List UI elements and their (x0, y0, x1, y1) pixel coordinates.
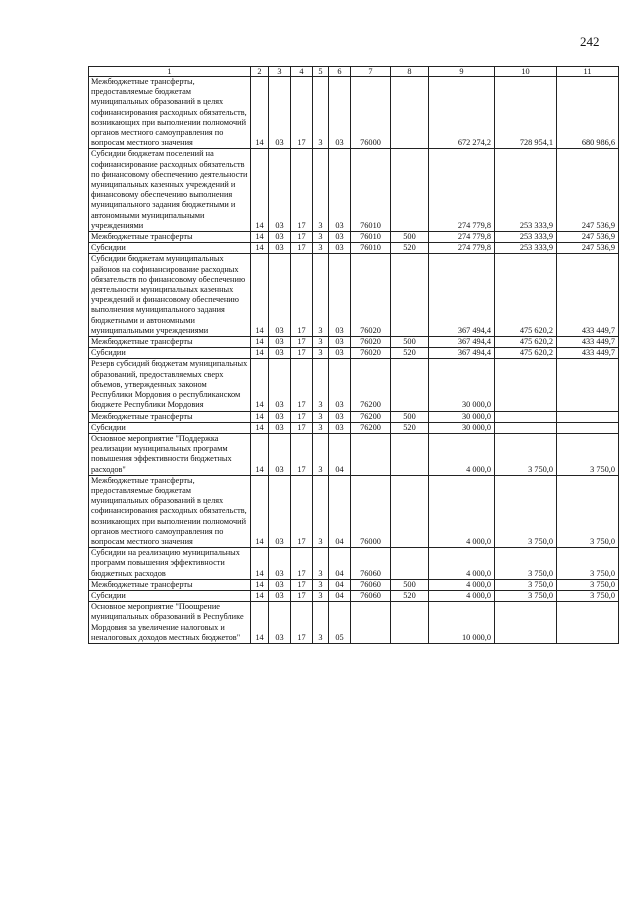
cell-c11 (557, 602, 619, 644)
cell-c4: 17 (291, 77, 313, 149)
cell-c3: 03 (269, 337, 291, 348)
cell-c7: 76010 (351, 243, 391, 254)
cell-c3: 03 (269, 602, 291, 644)
cell-c9: 4 000,0 (429, 548, 495, 580)
cell-c5: 3 (313, 433, 329, 475)
cell-c7: 76060 (351, 548, 391, 580)
page-number: 242 (580, 34, 600, 49)
table-row (89, 337, 619, 348)
cell-c5: 3 (313, 348, 329, 359)
cell-c9: 274 779,8 (429, 149, 495, 232)
cell-c7: 76200 (351, 359, 391, 411)
cell-c11: 433 449,7 (557, 348, 619, 359)
col-header: 10 (495, 67, 557, 77)
table-row (89, 590, 619, 601)
cell-c5: 3 (313, 359, 329, 411)
cell-c6: 03 (329, 348, 351, 359)
cell-c7 (351, 433, 391, 475)
cell-c7: 76010 (351, 232, 391, 243)
cell-c7: 76020 (351, 337, 391, 348)
cell-c8: 500 (391, 411, 429, 422)
cell-c4: 17 (291, 548, 313, 580)
cell-c2: 14 (251, 77, 269, 149)
cell-c2: 14 (251, 602, 269, 644)
cell-c5: 3 (313, 590, 329, 601)
cell-c8: 500 (391, 337, 429, 348)
cell-c11: 433 449,7 (557, 337, 619, 348)
row-name: Межбюджетные трансферты, предоставляемые бюджетам муниципальных образований в целях софинансирования расходных обязательств, возникающих при выполнении полномочий органов местного самоуправления по вопросам местного значения (89, 77, 251, 149)
cell-c2: 14 (251, 422, 269, 433)
cell-c11: 3 750,0 (557, 433, 619, 475)
cell-c11: 433 449,7 (557, 254, 619, 337)
cell-c9: 672 274,2 (429, 77, 495, 149)
cell-c7: 76020 (351, 348, 391, 359)
cell-c7: 76200 (351, 411, 391, 422)
cell-c4: 17 (291, 359, 313, 411)
table-row (89, 254, 619, 337)
cell-c2: 14 (251, 232, 269, 243)
table-row (89, 348, 619, 359)
cell-c6: 03 (329, 337, 351, 348)
cell-c7: 76010 (351, 149, 391, 232)
table-row (89, 411, 619, 422)
cell-c5: 3 (313, 254, 329, 337)
cell-c3: 03 (269, 422, 291, 433)
cell-c9: 4 000,0 (429, 475, 495, 547)
table-row (89, 433, 619, 475)
cell-c4: 17 (291, 348, 313, 359)
cell-c9: 367 494,4 (429, 348, 495, 359)
cell-c8 (391, 433, 429, 475)
cell-c6: 04 (329, 475, 351, 547)
cell-c3: 03 (269, 232, 291, 243)
cell-c10 (495, 602, 557, 644)
col-header: 8 (391, 67, 429, 77)
cell-c7 (351, 602, 391, 644)
table-row (89, 475, 619, 547)
row-name: Субсидии (89, 422, 251, 433)
table-row (89, 548, 619, 580)
cell-c3: 03 (269, 149, 291, 232)
cell-c8: 520 (391, 243, 429, 254)
cell-c10: 728 954,1 (495, 77, 557, 149)
cell-c4: 17 (291, 475, 313, 547)
row-name: Субсидии на реализацию муниципальных программ повышения эффективности бюджетных расходов (89, 548, 251, 580)
cell-c2: 14 (251, 579, 269, 590)
cell-c2: 14 (251, 411, 269, 422)
cell-c2: 14 (251, 475, 269, 547)
cell-c4: 17 (291, 254, 313, 337)
cell-c11: 247 536,9 (557, 149, 619, 232)
cell-c5: 3 (313, 548, 329, 580)
cell-c5: 3 (313, 579, 329, 590)
cell-c6: 03 (329, 359, 351, 411)
cell-c10: 253 333,9 (495, 243, 557, 254)
cell-c7: 76060 (351, 590, 391, 601)
cell-c8: 520 (391, 590, 429, 601)
cell-c11: 3 750,0 (557, 475, 619, 547)
cell-c6: 04 (329, 590, 351, 601)
cell-c11: 3 750,0 (557, 579, 619, 590)
cell-c11: 247 536,9 (557, 243, 619, 254)
cell-c8 (391, 254, 429, 337)
row-name: Межбюджетные трансферты, предоставляемые бюджетам муниципальных образований в целях софинансирования расходных обязательств, возникающих при выполнении полномочий органов местного самоуправления по вопросам местного значения (89, 475, 251, 547)
cell-c6: 03 (329, 149, 351, 232)
cell-c5: 3 (313, 475, 329, 547)
cell-c5: 3 (313, 337, 329, 348)
cell-c8 (391, 359, 429, 411)
cell-c9: 30 000,0 (429, 422, 495, 433)
cell-c6: 04 (329, 579, 351, 590)
cell-c2: 14 (251, 433, 269, 475)
cell-c9: 30 000,0 (429, 411, 495, 422)
cell-c4: 17 (291, 243, 313, 254)
cell-c5: 3 (313, 243, 329, 254)
cell-c4: 17 (291, 411, 313, 422)
cell-c9: 367 494,4 (429, 337, 495, 348)
cell-c9: 274 779,8 (429, 243, 495, 254)
cell-c8: 520 (391, 422, 429, 433)
cell-c3: 03 (269, 254, 291, 337)
cell-c4: 17 (291, 232, 313, 243)
cell-c2: 14 (251, 243, 269, 254)
cell-c8: 500 (391, 579, 429, 590)
table-row (89, 243, 619, 254)
cell-c6: 03 (329, 254, 351, 337)
cell-c6: 03 (329, 243, 351, 254)
cell-c2: 14 (251, 348, 269, 359)
cell-c3: 03 (269, 243, 291, 254)
cell-c2: 14 (251, 359, 269, 411)
cell-c9: 367 494,4 (429, 254, 495, 337)
col-header: 3 (269, 67, 291, 77)
col-header: 2 (251, 67, 269, 77)
cell-c5: 3 (313, 411, 329, 422)
cell-c10: 3 750,0 (495, 433, 557, 475)
cell-c8: 520 (391, 348, 429, 359)
cell-c10: 253 333,9 (495, 232, 557, 243)
cell-c10: 3 750,0 (495, 590, 557, 601)
row-name: Основное мероприятие "Поощрение муниципальных образований в Республике Мордовия за увеличение налоговых и неналоговых доходов местных бюджетов" (89, 602, 251, 644)
cell-c2: 14 (251, 254, 269, 337)
budget-table (88, 66, 619, 644)
row-name: Межбюджетные трансферты (89, 411, 251, 422)
cell-c5: 3 (313, 149, 329, 232)
cell-c7: 76000 (351, 475, 391, 547)
cell-c3: 03 (269, 433, 291, 475)
cell-c5: 3 (313, 422, 329, 433)
cell-c11: 680 986,6 (557, 77, 619, 149)
col-header: 11 (557, 67, 619, 77)
cell-c10: 3 750,0 (495, 579, 557, 590)
row-name: Субсидии (89, 590, 251, 601)
row-name: Межбюджетные трансферты (89, 337, 251, 348)
cell-c6: 04 (329, 548, 351, 580)
cell-c7: 76200 (351, 422, 391, 433)
cell-c7: 76060 (351, 579, 391, 590)
header-row (89, 67, 619, 77)
row-name: Субсидии (89, 243, 251, 254)
cell-c10: 475 620,2 (495, 348, 557, 359)
cell-c11: 247 536,9 (557, 232, 619, 243)
cell-c7: 76020 (351, 254, 391, 337)
cell-c6: 03 (329, 422, 351, 433)
cell-c10: 3 750,0 (495, 475, 557, 547)
cell-c6: 05 (329, 602, 351, 644)
cell-c3: 03 (269, 475, 291, 547)
cell-c10: 475 620,2 (495, 337, 557, 348)
cell-c3: 03 (269, 411, 291, 422)
cell-c8 (391, 548, 429, 580)
cell-c11 (557, 411, 619, 422)
cell-c6: 04 (329, 433, 351, 475)
row-name: Субсидии бюджетам муниципальных районов на софинансирование расходных обязательств по финансовому обеспечению деятельности муниципальных казенных учреждений и финансовому обеспечению выполнения муниципального задания бюджетными и автономными муниципальными учреждениями (89, 254, 251, 337)
cell-c11 (557, 422, 619, 433)
cell-c4: 17 (291, 149, 313, 232)
cell-c11 (557, 359, 619, 411)
table-row (89, 232, 619, 243)
cell-c9: 4 000,0 (429, 579, 495, 590)
cell-c4: 17 (291, 602, 313, 644)
row-name: Субсидии (89, 348, 251, 359)
cell-c10: 3 750,0 (495, 548, 557, 580)
cell-c5: 3 (313, 232, 329, 243)
cell-c7: 76000 (351, 77, 391, 149)
col-header: 6 (329, 67, 351, 77)
row-name: Субсидии бюджетам поселений на софинансирование расходных обязательств по финансовому обеспечению деятельности муниципальных казенных учреждений и финансовому обеспечению выполнения муниципального задания бюджетными и автономными муниципальными учреждениями (89, 149, 251, 232)
cell-c4: 17 (291, 422, 313, 433)
col-header: 4 (291, 67, 313, 77)
table-row (89, 602, 619, 644)
cell-c3: 03 (269, 359, 291, 411)
cell-c10 (495, 411, 557, 422)
cell-c5: 3 (313, 77, 329, 149)
cell-c3: 03 (269, 579, 291, 590)
cell-c8 (391, 475, 429, 547)
col-header: 7 (351, 67, 391, 77)
cell-c4: 17 (291, 579, 313, 590)
cell-c5: 3 (313, 602, 329, 644)
table-row (89, 422, 619, 433)
cell-c9: 4 000,0 (429, 590, 495, 601)
cell-c3: 03 (269, 548, 291, 580)
row-name: Основное мероприятие "Поддержка реализации муниципальных программ повышения эффективности бюджетных расходов" (89, 433, 251, 475)
col-header: 5 (313, 67, 329, 77)
cell-c2: 14 (251, 337, 269, 348)
cell-c3: 03 (269, 348, 291, 359)
cell-c11: 3 750,0 (557, 590, 619, 601)
cell-c3: 03 (269, 590, 291, 601)
row-name: Резерв субсидий бюджетам муниципальных образований, предоставляемых сверх объемов, утвержденных законом Республики Мордовия о республиканском бюджете Республики Мордовия (89, 359, 251, 411)
cell-c4: 17 (291, 590, 313, 601)
cell-c4: 17 (291, 337, 313, 348)
cell-c10: 475 620,2 (495, 254, 557, 337)
cell-c6: 03 (329, 232, 351, 243)
row-name: Межбюджетные трансферты (89, 579, 251, 590)
table-row (89, 359, 619, 411)
cell-c8 (391, 77, 429, 149)
col-header: 9 (429, 67, 495, 77)
cell-c6: 03 (329, 411, 351, 422)
cell-c2: 14 (251, 149, 269, 232)
cell-c3: 03 (269, 77, 291, 149)
cell-c9: 10 000,0 (429, 602, 495, 644)
cell-c10 (495, 359, 557, 411)
cell-c9: 30 000,0 (429, 359, 495, 411)
cell-c8 (391, 602, 429, 644)
table-row (89, 149, 619, 232)
cell-c10 (495, 422, 557, 433)
cell-c2: 14 (251, 590, 269, 601)
cell-c10: 253 333,9 (495, 149, 557, 232)
cell-c9: 274 779,8 (429, 232, 495, 243)
cell-c8 (391, 149, 429, 232)
cell-c9: 4 000,0 (429, 433, 495, 475)
row-name: Межбюджетные трансферты (89, 232, 251, 243)
cell-c6: 03 (329, 77, 351, 149)
col-header: 1 (89, 67, 251, 77)
table-row (89, 579, 619, 590)
cell-c4: 17 (291, 433, 313, 475)
cell-c8: 500 (391, 232, 429, 243)
cell-c2: 14 (251, 548, 269, 580)
table-row (89, 77, 619, 149)
cell-c11: 3 750,0 (557, 548, 619, 580)
